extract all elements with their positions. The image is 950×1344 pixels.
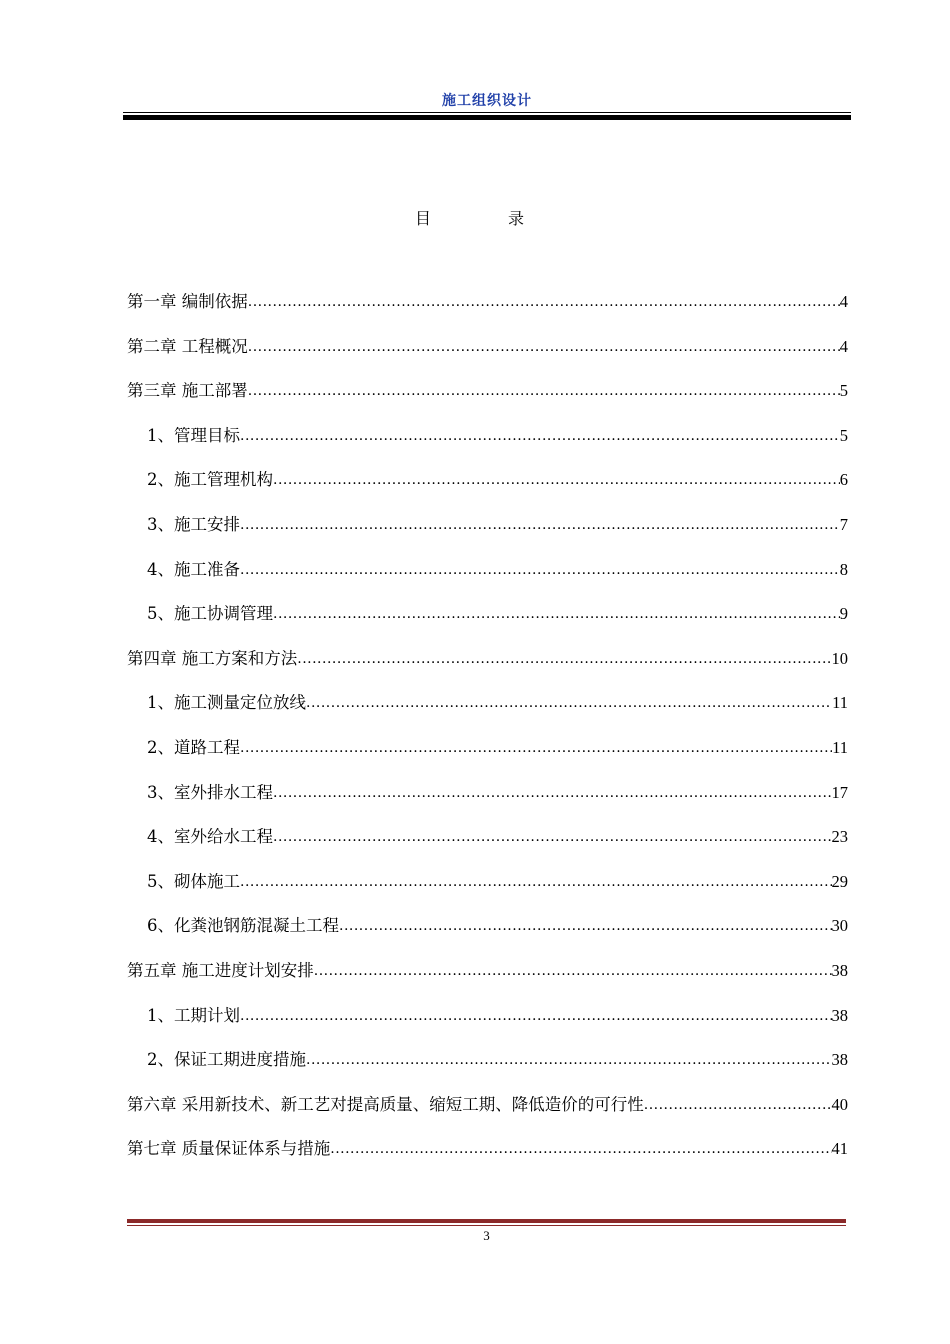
toc-entry-label: 2、施工管理机构 bbox=[147, 470, 273, 490]
toc-entry-page-number: 8 bbox=[839, 559, 848, 579]
toc-entry[interactable] bbox=[127, 1002, 848, 1047]
toc-entry-label: 1、施工测量定位放线 bbox=[147, 693, 306, 713]
toc-entry-label: 4、施工准备 bbox=[147, 559, 240, 579]
toc-entry-label: 3、室外排水工程 bbox=[147, 782, 273, 802]
toc-entry[interactable] bbox=[127, 823, 848, 868]
toc-entry-page-number: 4 bbox=[839, 292, 848, 311]
toc-entry[interactable] bbox=[127, 957, 848, 1002]
toc-dot-leader bbox=[240, 734, 832, 762]
header-title: 施工组织设计 bbox=[442, 93, 532, 109]
toc-entry-page-number: 5 bbox=[839, 381, 848, 401]
footer-rule-thin bbox=[127, 1225, 846, 1226]
toc-dot-leader bbox=[273, 823, 832, 851]
toc-dot-leader bbox=[297, 645, 831, 673]
page-number: 3 bbox=[483, 1228, 490, 1243]
toc-entry-label: 第一章 编制依据 bbox=[127, 292, 248, 311]
toc-entry-label: 2、道路工程 bbox=[147, 737, 240, 757]
toc-entry-page-number: 29 bbox=[831, 871, 848, 891]
toc-entry-label: 第二章 工程概况 bbox=[127, 336, 248, 356]
toc-entry[interactable] bbox=[127, 689, 848, 734]
toc-entry-page-number: 41 bbox=[831, 1139, 848, 1159]
toc-entry[interactable] bbox=[127, 1046, 848, 1091]
toc-entry-page-number: 38 bbox=[831, 1050, 848, 1070]
toc-entry[interactable] bbox=[127, 1091, 848, 1136]
toc-dot-leader bbox=[248, 377, 840, 405]
toc-dot-leader bbox=[248, 288, 840, 316]
toc-entry-page-number: 23 bbox=[831, 827, 848, 847]
toc-entry-page-number: 38 bbox=[831, 960, 848, 980]
page-header bbox=[123, 90, 851, 111]
toc-entry-page-number: 10 bbox=[831, 648, 848, 668]
toc-entry[interactable] bbox=[127, 600, 848, 645]
toc-entry[interactable] bbox=[127, 333, 848, 378]
toc-dot-leader bbox=[330, 1135, 831, 1163]
toc-entry-label: 2、保证工期进度措施 bbox=[147, 1050, 306, 1070]
toc-entry[interactable] bbox=[127, 556, 848, 601]
toc-entry-label: 1、管理目标 bbox=[147, 425, 240, 445]
toc-entry-page-number: 30 bbox=[831, 916, 848, 936]
toc-dot-leader bbox=[314, 957, 832, 985]
toc-dot-leader bbox=[306, 689, 832, 717]
table-of-contents bbox=[127, 288, 848, 1180]
toc-entry-label: 第五章 施工进度计划安排 bbox=[127, 960, 314, 980]
toc-dot-leader bbox=[273, 466, 840, 494]
toc-entry-page-number: 9 bbox=[839, 604, 848, 624]
footer-rule-thick bbox=[127, 1219, 846, 1223]
toc-dot-leader bbox=[273, 600, 840, 628]
toc-entry[interactable] bbox=[127, 645, 848, 690]
toc-entry-label: 6、化粪池钢筋混凝土工程 bbox=[147, 916, 339, 936]
toc-entry-label: 第七章 质量保证体系与措施 bbox=[127, 1139, 331, 1159]
toc-dot-leader bbox=[240, 1002, 832, 1030]
toc-dot-leader bbox=[306, 1046, 832, 1074]
toc-entry[interactable] bbox=[127, 1135, 848, 1180]
toc-entry-label: 5、施工协调管理 bbox=[147, 604, 273, 624]
toc-entry-page-number: 40 bbox=[831, 1094, 848, 1114]
toc-entry-page-number: 11 bbox=[832, 737, 848, 757]
toc-entry-page-number: 7 bbox=[839, 514, 848, 534]
toc-entry[interactable] bbox=[127, 288, 848, 333]
toc-entry-label: 5、砌体施工 bbox=[147, 871, 240, 891]
toc-entry-label: 4、室外给水工程 bbox=[147, 827, 273, 847]
toc-entry-label: 3、施工安排 bbox=[147, 514, 240, 534]
toc-entry[interactable] bbox=[127, 422, 848, 467]
header-rule-thin bbox=[123, 112, 851, 113]
toc-dot-leader bbox=[240, 556, 840, 584]
toc-heading: 目 录 bbox=[414, 209, 561, 228]
toc-entry[interactable] bbox=[127, 377, 848, 422]
toc-dot-leader bbox=[339, 912, 832, 940]
toc-dot-leader bbox=[273, 779, 832, 807]
toc-dot-leader bbox=[644, 1091, 832, 1119]
toc-entry[interactable] bbox=[127, 734, 848, 779]
toc-entry-label: 第六章 采用新技术、新工艺对提高质量、缩短工期、降低造价的可行性 bbox=[127, 1094, 644, 1114]
toc-entry-label: 第四章 施工方案和方法 bbox=[127, 648, 298, 668]
header-rule-thick bbox=[123, 115, 851, 120]
toc-dot-leader bbox=[240, 422, 840, 450]
toc-entry[interactable] bbox=[127, 779, 848, 824]
toc-dot-leader bbox=[248, 333, 840, 361]
toc-entry-page-number: 4 bbox=[839, 336, 848, 356]
toc-entry-label: 1、工期计划 bbox=[147, 1005, 240, 1025]
toc-entry[interactable] bbox=[127, 868, 848, 913]
toc-entry-page-number: 38 bbox=[831, 1005, 848, 1025]
toc-entry-page-number: 5 bbox=[839, 425, 848, 445]
toc-dot-leader bbox=[240, 511, 840, 539]
toc-dot-leader bbox=[240, 868, 832, 896]
toc-entry-label: 第三章 施工部署 bbox=[127, 381, 248, 401]
toc-entry[interactable] bbox=[127, 912, 848, 957]
toc-entry-page-number: 6 bbox=[839, 470, 848, 490]
toc-entry-page-number: 11 bbox=[832, 693, 848, 713]
toc-entry-page-number: 17 bbox=[831, 782, 848, 802]
toc-entry[interactable] bbox=[127, 511, 848, 556]
toc-entry[interactable] bbox=[127, 466, 848, 511]
